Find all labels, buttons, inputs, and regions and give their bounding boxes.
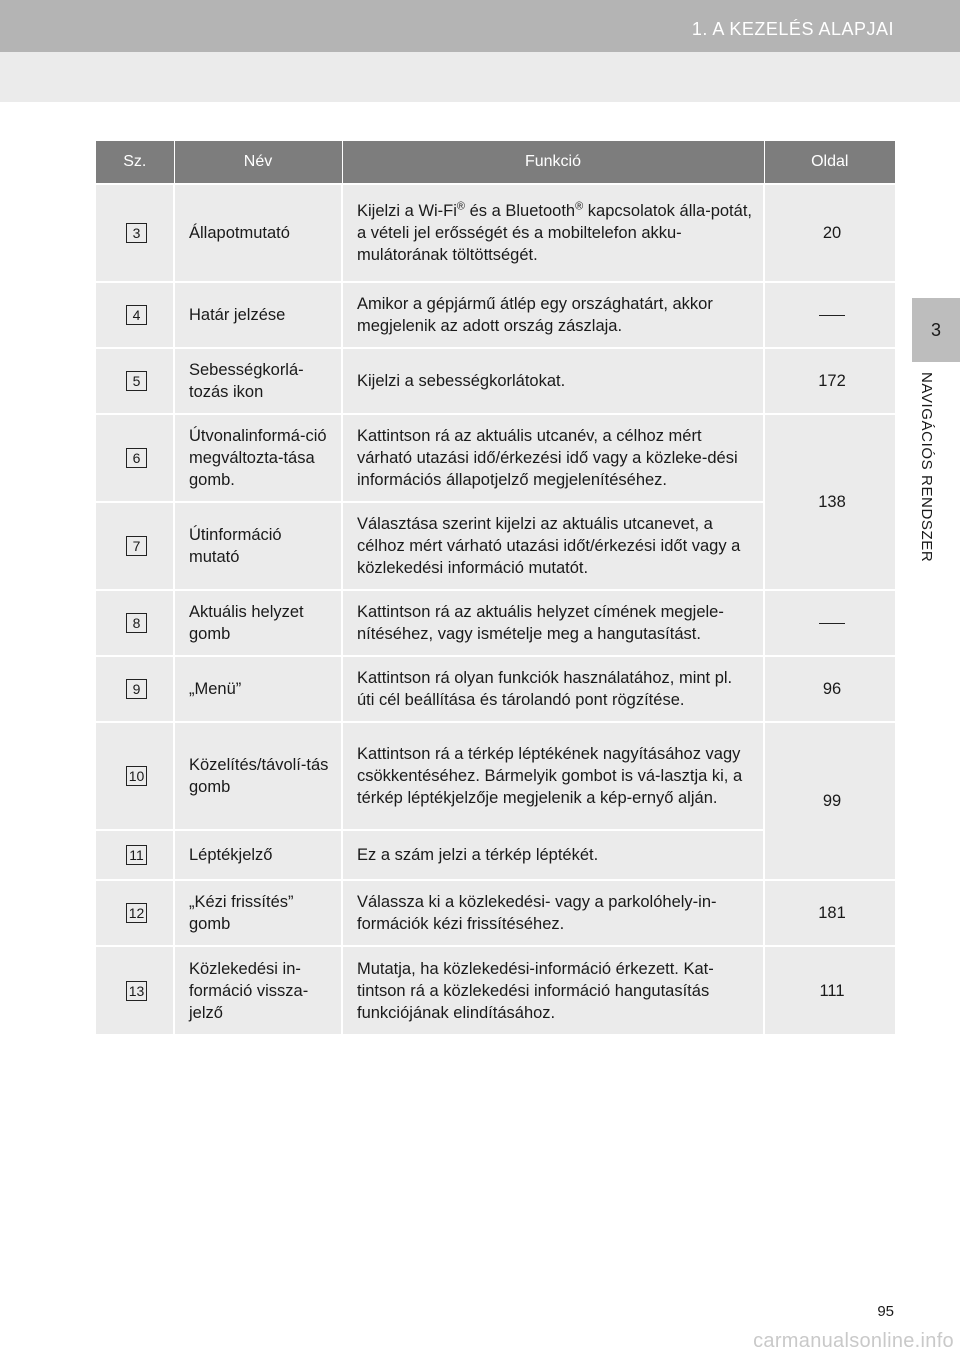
row-number-cell (96, 880, 174, 946)
table-row (96, 282, 895, 348)
row-name: Aktuális helyzet gomb (174, 590, 342, 656)
row-name: Léptékjelző (174, 830, 342, 880)
row-number-cell (96, 414, 174, 502)
item-number-badge: 13 (126, 981, 147, 1001)
table-row (96, 184, 895, 282)
table-row (96, 722, 895, 830)
chapter-label: NAVIGÁCIÓS RENDSZER (918, 372, 935, 563)
item-number-badge: 11 (126, 845, 147, 865)
row-page (764, 282, 895, 348)
function-text: kapcsolatok álla-potát, a vételi jel erősségét és a mobiltelefon akku-mulátorának töltöttségét. (357, 202, 752, 264)
item-number-badge: 4 (126, 305, 147, 325)
section-title: 1. A KEZELÉS ALAPJAI (691, 19, 894, 39)
row-number-cell (96, 656, 174, 722)
row-page: 172 (764, 348, 895, 414)
row-page: 20 (764, 184, 895, 282)
row-name: Állapotmutató (174, 184, 342, 282)
row-page: 181 (764, 880, 895, 946)
function-table (96, 141, 895, 1034)
table-row (96, 946, 895, 1034)
item-number-badge: 10 (126, 766, 147, 786)
item-number-badge: 12 (126, 903, 147, 923)
chapter-tab (912, 298, 960, 362)
table-row (96, 414, 895, 502)
row-function: Választása szerint kijelzi az aktuális utcanevet, a célhoz mért várható utazási időt/érkezési időt vagy a közlekedési információ mutatót. (342, 502, 764, 590)
row-number-cell (96, 830, 174, 880)
table-row (96, 590, 895, 656)
row-function: Kattintson rá a térkép léptékének nagyításához vagy csökkentéséhez. Bármelyik gombot is vá-lasztja ki, a térkép léptékjelzője megjelenik a kép-ernyő alján. (342, 722, 764, 830)
row-function: Kattintson rá olyan funkciók használatához, mint pl. úti cél beállítása és tárolandó pont rögzítése. (342, 656, 764, 722)
row-number-cell (96, 946, 174, 1034)
row-page: 138 (764, 414, 895, 590)
registered-mark: ® (456, 200, 466, 213)
header-function: Funkció (342, 141, 764, 184)
header-bar (0, 0, 960, 52)
item-number-badge: 3 (126, 223, 147, 243)
row-page: 96 (764, 656, 895, 722)
chapter-number: 3 (930, 319, 941, 340)
row-page: 99 (764, 722, 895, 880)
row-name: Határ jelzése (174, 282, 342, 348)
header-subbar (0, 52, 960, 102)
row-number-cell (96, 722, 174, 830)
row-number-cell (96, 282, 174, 348)
row-name: Útvonalinformá-ció megváltozta-tása gomb. (174, 414, 342, 502)
table-row (96, 656, 895, 722)
table-header-row (96, 141, 895, 184)
row-function: Kijelzi a sebességkorlátokat. (342, 348, 764, 414)
table-row (96, 880, 895, 946)
row-page (764, 590, 895, 656)
header-number: Sz. (96, 141, 174, 184)
row-page: 111 (764, 946, 895, 1034)
item-number-badge: 5 (126, 371, 147, 391)
item-number-badge: 6 (126, 448, 147, 468)
watermark: carmanualsonline.info (753, 1330, 954, 1352)
item-number-badge: 9 (126, 679, 147, 699)
no-page-dash (819, 623, 845, 625)
row-number-cell (96, 590, 174, 656)
registered-mark: ® (575, 200, 584, 213)
row-name: „Kézi frissítés” gomb (174, 880, 342, 946)
row-function: Kattintson rá az aktuális utcanév, a célhoz mért várható utazási idő/érkezési idő vagy a közleke-dési információs állapotjelző megjelenítéséhez. (342, 414, 764, 502)
row-function: Ez a szám jelzi a térkép léptékét. (342, 830, 764, 880)
function-text: Kijelzi a Wi-Fi (357, 202, 457, 220)
row-function: Kattintson rá az aktuális helyzet címének megjele-nítéséhez, vagy ismételje meg a hangutasítást. (342, 590, 764, 656)
item-number-badge: 7 (126, 536, 147, 556)
header-page: Oldal (764, 141, 895, 184)
row-name: Sebességkorlá-tozás ikon (174, 348, 342, 414)
row-name: Közelítés/távolí-tás gomb (174, 722, 342, 830)
row-number-cell (96, 348, 174, 414)
page-number: 95 (877, 1303, 894, 1320)
row-name: „Menü” (174, 656, 342, 722)
row-function: Válassza ki a közlekedési- vagy a parkolóhely-in-formációk kézi frissítéséhez. (342, 880, 764, 946)
row-function: Amikor a gépjármű átlép egy országhatárt, akkor megjelenik az adott ország zászlaja. (342, 282, 764, 348)
row-number-cell (96, 502, 174, 590)
table-row (96, 348, 895, 414)
row-name: Közlekedési in-formáció vissza-jelző (174, 946, 342, 1034)
row-function: Mutatja, ha közlekedési-információ érkezett. Kat-tintson rá a közlekedési információ hangutasítás funkciójának elindításához. (342, 946, 764, 1034)
item-number-badge: 8 (126, 613, 147, 633)
no-page-dash (819, 315, 845, 317)
function-text: és a Bluetooth (465, 202, 576, 220)
header-name: Név (174, 141, 342, 184)
row-number-cell (96, 184, 174, 282)
row-function (342, 184, 764, 282)
row-name: Útinformáció mutató (174, 502, 342, 590)
